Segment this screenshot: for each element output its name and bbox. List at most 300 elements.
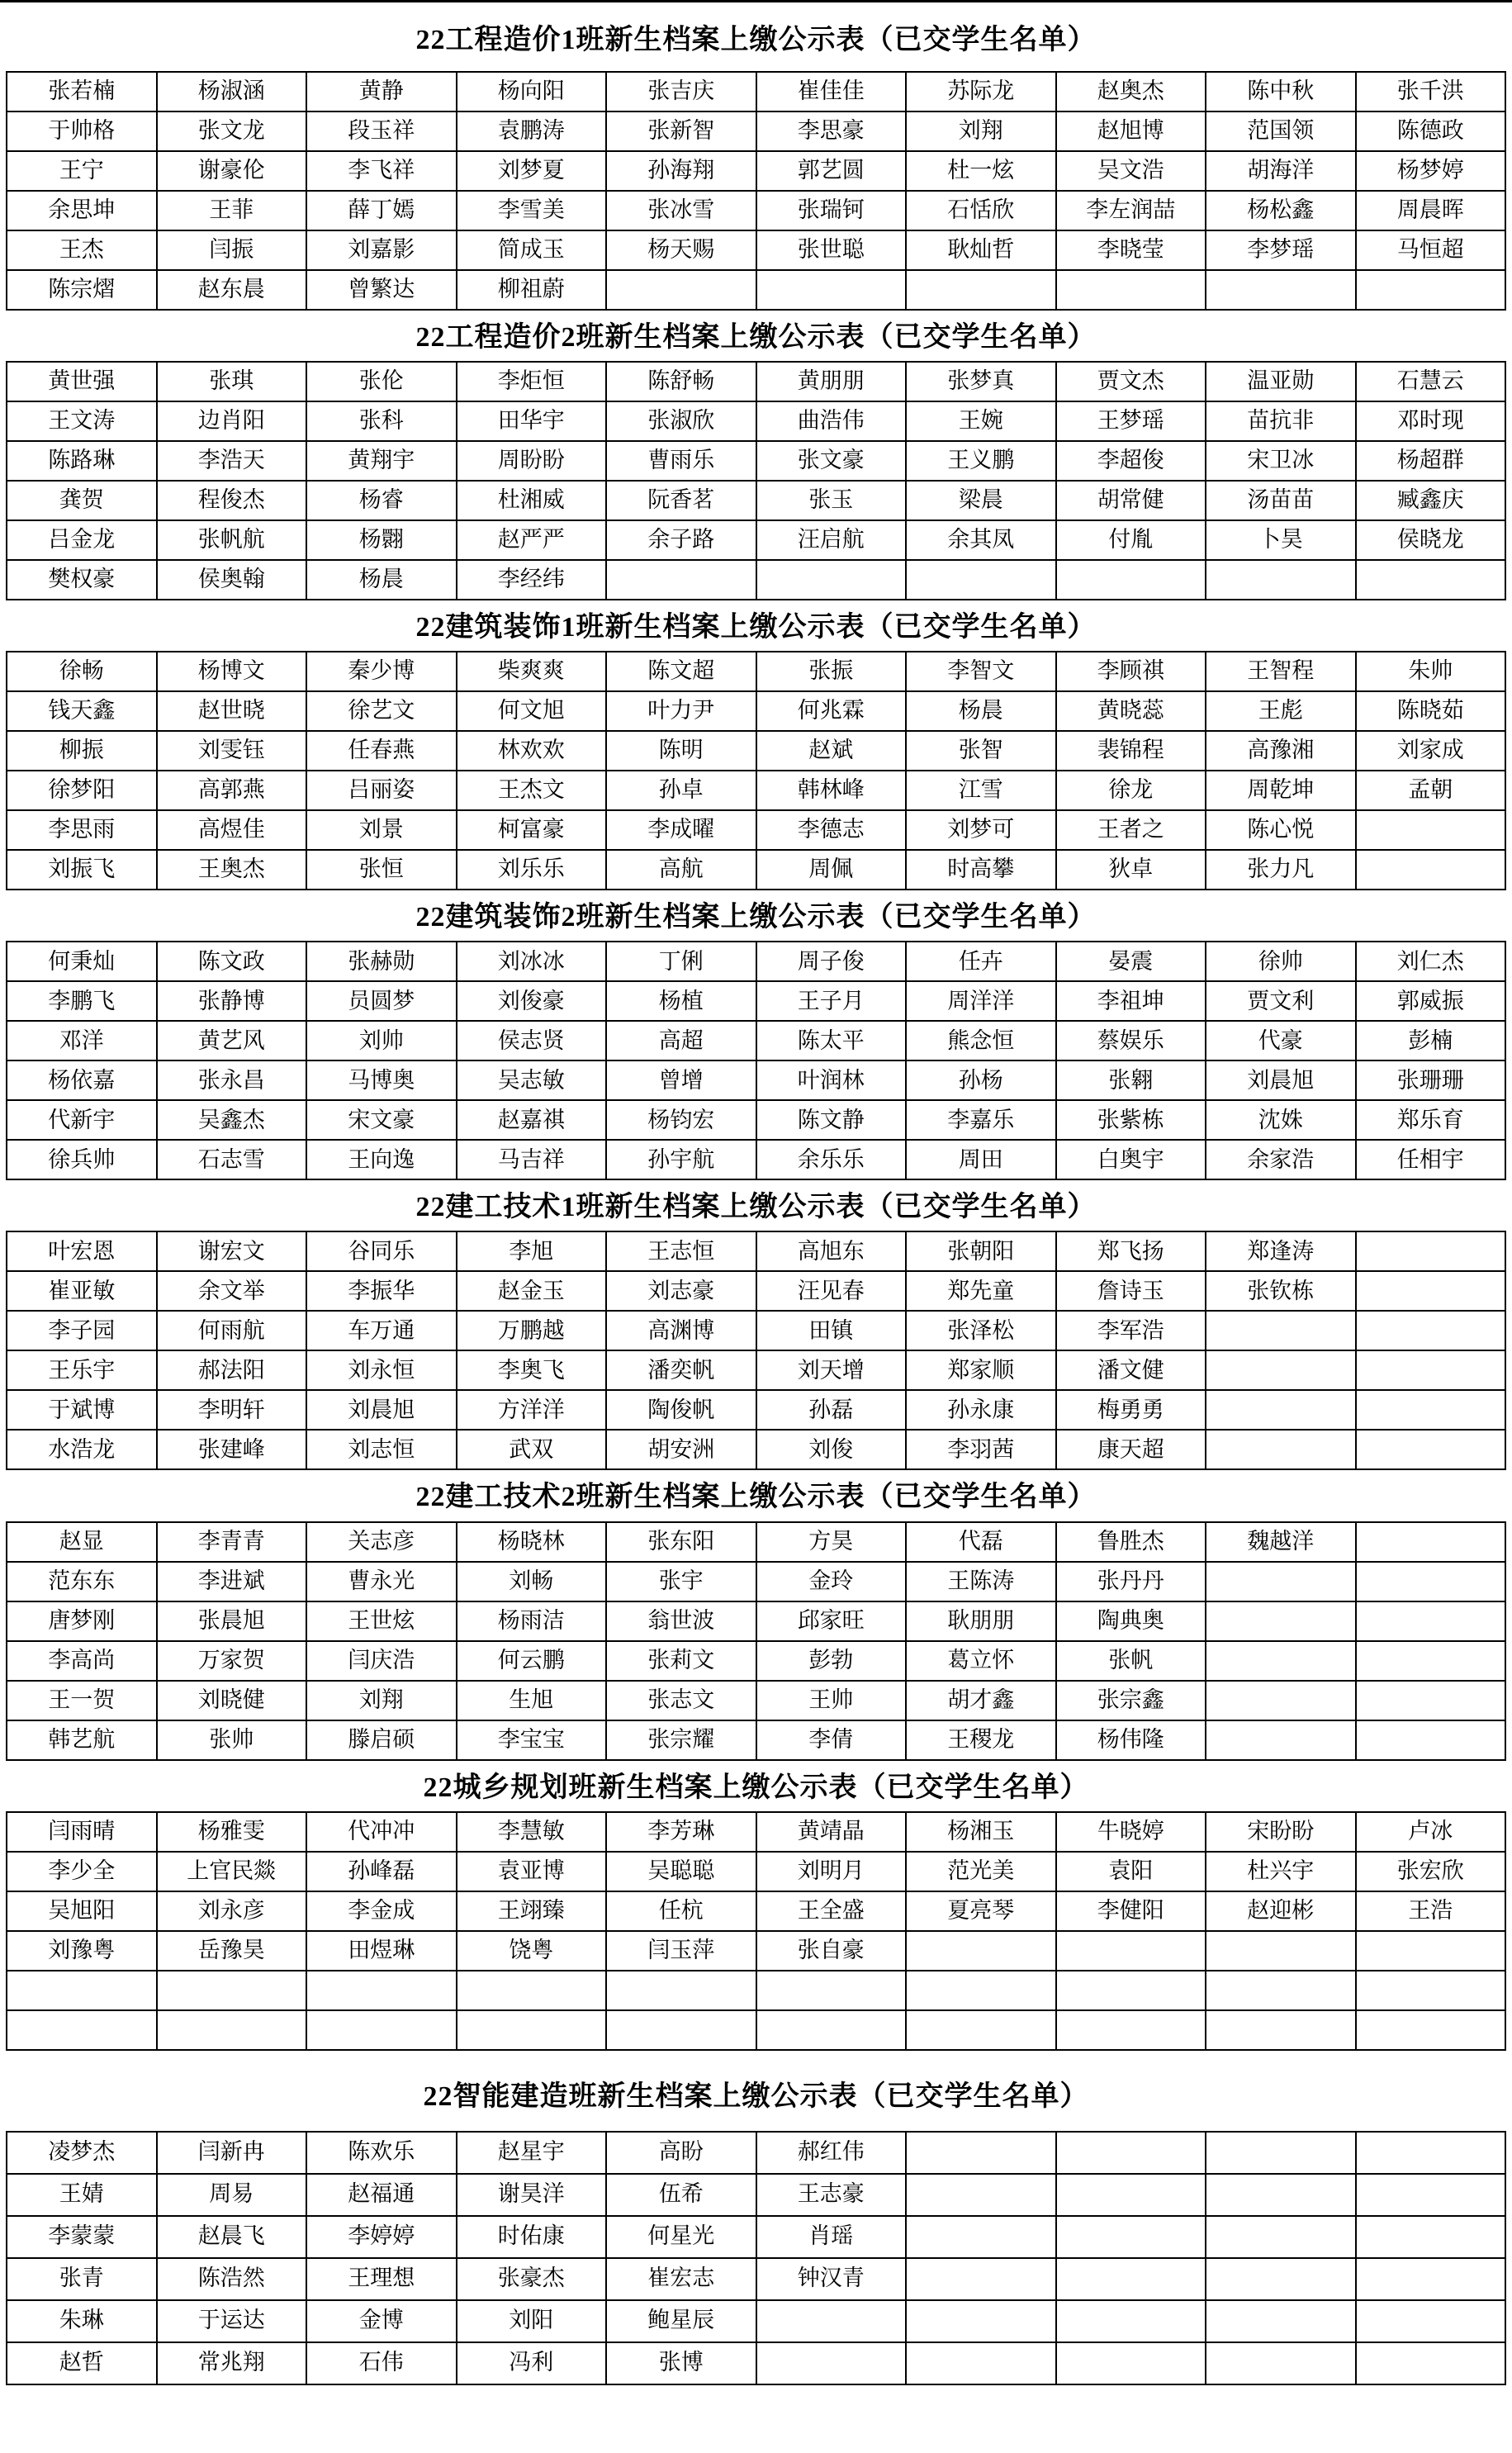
table-row xyxy=(7,2258,1505,2300)
table-row xyxy=(7,230,1505,270)
table-row xyxy=(7,1350,1505,1390)
empty-cell xyxy=(1206,2132,1356,2174)
student-name-cell: 周乾坤 xyxy=(1206,771,1356,810)
student-name-cell: 卜昊 xyxy=(1206,520,1356,560)
student-name-cell: 袁阳 xyxy=(1056,1852,1206,1891)
section-title: 22城乡规划班新生档案上缴公示表（已交学生名单） xyxy=(423,1772,1089,1803)
student-name-cell: 张青 xyxy=(7,2258,157,2300)
table-row xyxy=(7,1601,1505,1641)
empty-cell xyxy=(1056,2300,1206,2342)
student-name-cell: 唐梦刚 xyxy=(7,1601,157,1641)
empty-cell xyxy=(1356,1231,1506,1271)
student-name-cell: 黄朋朋 xyxy=(756,362,907,401)
student-name-cell: 薛丁嫣 xyxy=(306,191,457,230)
student-name-cell: 张冰雪 xyxy=(606,191,756,230)
student-name-cell: 赵迎彬 xyxy=(1206,1891,1356,1931)
empty-cell xyxy=(1356,1601,1506,1641)
roster-table xyxy=(6,361,1506,600)
empty-cell xyxy=(7,1971,157,2010)
student-name-cell: 李倩 xyxy=(756,1720,907,1760)
student-name-cell: 陈明 xyxy=(606,731,756,771)
empty-cell xyxy=(1206,1971,1356,2010)
student-name-cell: 赵严严 xyxy=(457,520,607,560)
empty-cell xyxy=(1356,2216,1506,2258)
student-name-cell: 刘振飞 xyxy=(7,850,157,890)
student-name-cell: 张宇 xyxy=(606,1562,756,1601)
class-section-6 xyxy=(6,1470,1506,1760)
empty-cell xyxy=(1356,2300,1506,2342)
empty-cell xyxy=(1056,2132,1206,2174)
student-name-cell: 王理想 xyxy=(306,2258,457,2300)
student-name-cell: 任卉 xyxy=(906,942,1056,981)
table-row xyxy=(7,652,1505,691)
empty-cell xyxy=(1056,2342,1206,2384)
student-name-cell: 何雨航 xyxy=(157,1311,307,1350)
student-name-cell: 张千洪 xyxy=(1356,72,1506,112)
empty-cell xyxy=(1056,1931,1206,1971)
student-name-cell: 高超 xyxy=(606,1021,756,1060)
table-row xyxy=(7,810,1505,850)
student-name-cell: 徐艺文 xyxy=(306,691,457,731)
empty-cell xyxy=(306,1971,457,2010)
student-name-cell: 张自豪 xyxy=(756,1931,907,1971)
student-name-cell: 康天超 xyxy=(1056,1430,1206,1469)
student-name-cell: 李智文 xyxy=(906,652,1056,691)
section-title: 22建工技术1班新生档案上缴公示表（已交学生名单） xyxy=(415,1192,1097,1223)
student-name-cell: 刘明月 xyxy=(756,1852,907,1891)
student-name-cell: 秦少博 xyxy=(306,652,457,691)
table-row xyxy=(7,1681,1505,1720)
student-name-cell: 石恬欣 xyxy=(906,191,1056,230)
table-row xyxy=(7,362,1505,401)
student-name-cell: 李青青 xyxy=(157,1522,307,1562)
section-title: 22智能建造班新生档案上缴公示表（已交学生名单） xyxy=(423,2081,1089,2112)
student-name-cell: 柴爽爽 xyxy=(457,652,607,691)
empty-cell xyxy=(7,2010,157,2050)
empty-cell xyxy=(1206,1931,1356,1971)
empty-cell xyxy=(906,560,1056,600)
student-name-cell: 江雪 xyxy=(906,771,1056,810)
student-name-cell: 田华宇 xyxy=(457,401,607,441)
student-name-cell: 潘文健 xyxy=(1056,1350,1206,1390)
student-name-cell: 熊念恒 xyxy=(906,1021,1056,1060)
empty-cell xyxy=(606,560,756,600)
student-name-cell: 刘梦夏 xyxy=(457,151,607,191)
student-name-cell: 钟汉青 xyxy=(756,2258,907,2300)
student-name-cell: 郑家顺 xyxy=(906,1350,1056,1390)
student-name-cell: 李鹏飞 xyxy=(7,981,157,1021)
empty-cell xyxy=(1356,1641,1506,1681)
student-name-cell: 常兆翔 xyxy=(157,2342,307,2384)
student-name-cell: 张恒 xyxy=(306,850,457,890)
empty-cell xyxy=(1206,1641,1356,1681)
empty-cell xyxy=(1206,1601,1356,1641)
student-name-cell: 袁鹏涛 xyxy=(457,112,607,151)
student-name-cell: 谢宏文 xyxy=(157,1231,307,1271)
student-name-cell: 黄靖晶 xyxy=(756,1812,907,1852)
empty-cell xyxy=(1356,560,1506,600)
class-section-1 xyxy=(6,2,1506,311)
student-name-cell: 张宗耀 xyxy=(606,1720,756,1760)
student-name-cell: 张新智 xyxy=(606,112,756,151)
student-name-cell: 方洋洋 xyxy=(457,1390,607,1430)
student-name-cell: 李少全 xyxy=(7,1852,157,1891)
student-name-cell: 陈心悦 xyxy=(1206,810,1356,850)
table-row xyxy=(7,1231,1505,1271)
class-section-8 xyxy=(6,2051,1506,2385)
student-name-cell: 张朝阳 xyxy=(906,1231,1056,1271)
student-name-cell: 王奥杰 xyxy=(157,850,307,890)
student-name-cell: 员圆梦 xyxy=(306,981,457,1021)
empty-cell xyxy=(1206,1430,1356,1469)
empty-cell xyxy=(1356,270,1506,310)
student-name-cell: 刘雯钰 xyxy=(157,731,307,771)
student-name-cell: 张晨旭 xyxy=(157,1601,307,1641)
table-row xyxy=(7,691,1505,731)
student-name-cell: 李德志 xyxy=(756,810,907,850)
student-name-cell: 李宝宝 xyxy=(457,1720,607,1760)
student-name-cell: 何星光 xyxy=(606,2216,756,2258)
student-name-cell: 张赫勋 xyxy=(306,942,457,981)
student-name-cell: 崔佳佳 xyxy=(756,72,907,112)
student-name-cell: 李慧敏 xyxy=(457,1812,607,1852)
table-row xyxy=(7,1720,1505,1760)
table-row xyxy=(7,2174,1505,2216)
student-name-cell: 冯利 xyxy=(457,2342,607,2384)
student-name-cell: 耿灿哲 xyxy=(906,230,1056,270)
student-name-cell: 金玲 xyxy=(756,1562,907,1601)
student-name-cell: 王稷龙 xyxy=(906,1720,1056,1760)
student-name-cell: 叶润林 xyxy=(756,1060,907,1100)
student-name-cell: 刘仁杰 xyxy=(1356,942,1506,981)
table-row xyxy=(7,560,1505,600)
student-name-cell: 李旭 xyxy=(457,1231,607,1271)
student-name-cell: 葛立怀 xyxy=(906,1641,1056,1681)
table-row xyxy=(7,1140,1505,1179)
section-title: 22工程造价2班新生档案上缴公示表（已交学生名单） xyxy=(415,322,1097,353)
empty-cell xyxy=(1356,2132,1506,2174)
student-name-cell: 梅勇勇 xyxy=(1056,1390,1206,1430)
student-name-cell: 卢冰 xyxy=(1356,1812,1506,1852)
student-name-cell: 郑飞扬 xyxy=(1056,1231,1206,1271)
table-row xyxy=(7,1311,1505,1350)
class-section-4 xyxy=(6,890,1506,1180)
student-name-cell: 孙永康 xyxy=(906,1390,1056,1430)
student-name-cell: 刘志恒 xyxy=(306,1430,457,1469)
student-name-cell: 郑乐育 xyxy=(1356,1100,1506,1140)
student-name-cell: 边肖阳 xyxy=(157,401,307,441)
empty-cell xyxy=(1206,270,1356,310)
student-name-cell: 王智程 xyxy=(1206,652,1356,691)
empty-cell xyxy=(1206,2010,1356,2050)
table-row xyxy=(7,2132,1505,2174)
student-name-cell: 陈文政 xyxy=(157,942,307,981)
student-name-cell: 代新宇 xyxy=(7,1100,157,1140)
student-name-cell: 柯富豪 xyxy=(457,810,607,850)
student-name-cell: 肖瑶 xyxy=(756,2216,907,2258)
student-name-cell: 张永昌 xyxy=(157,1060,307,1100)
student-name-cell: 孟朝 xyxy=(1356,771,1506,810)
student-name-cell: 贾文利 xyxy=(1206,981,1356,1021)
roster-document xyxy=(0,2,1512,2385)
student-name-cell: 牛晓婷 xyxy=(1056,1812,1206,1852)
student-name-cell: 李浩天 xyxy=(157,441,307,481)
student-name-cell: 何兆霖 xyxy=(756,691,907,731)
student-name-cell: 刘俊豪 xyxy=(457,981,607,1021)
roster-table xyxy=(6,71,1506,311)
student-name-cell: 郭艺圆 xyxy=(756,151,907,191)
table-row xyxy=(7,731,1505,771)
student-name-cell: 刘晨旭 xyxy=(306,1390,457,1430)
empty-cell xyxy=(1206,1311,1356,1350)
student-name-cell: 谢豪伦 xyxy=(157,151,307,191)
student-name-cell: 晏震 xyxy=(1056,942,1206,981)
empty-cell xyxy=(157,2010,307,2050)
student-name-cell: 侯志贤 xyxy=(457,1021,607,1060)
empty-cell xyxy=(1056,2174,1206,2216)
student-name-cell: 武双 xyxy=(457,1430,607,1469)
student-name-cell: 余文举 xyxy=(157,1271,307,1311)
student-name-cell: 蔡娱乐 xyxy=(1056,1021,1206,1060)
table-row xyxy=(7,401,1505,441)
empty-cell xyxy=(1356,1271,1506,1311)
student-name-cell: 张建峰 xyxy=(157,1430,307,1469)
student-name-cell: 曾增 xyxy=(606,1060,756,1100)
empty-cell xyxy=(1356,1522,1506,1562)
student-name-cell: 王婧 xyxy=(7,2174,157,2216)
empty-cell xyxy=(906,1931,1056,1971)
student-name-cell: 郑先童 xyxy=(906,1271,1056,1311)
student-name-cell: 孙峰磊 xyxy=(306,1852,457,1891)
empty-cell xyxy=(756,270,907,310)
student-name-cell: 韩林峰 xyxy=(756,771,907,810)
student-name-cell: 水浩龙 xyxy=(7,1430,157,1469)
student-name-cell: 丁俐 xyxy=(606,942,756,981)
student-name-cell: 张文龙 xyxy=(157,112,307,151)
student-name-cell: 刘嘉影 xyxy=(306,230,457,270)
student-name-cell: 孙磊 xyxy=(756,1390,907,1430)
empty-cell xyxy=(457,1971,607,2010)
student-name-cell: 汪见春 xyxy=(756,1271,907,1311)
student-name-cell: 上官民燚 xyxy=(157,1852,307,1891)
student-name-cell: 赵显 xyxy=(7,1522,157,1562)
student-name-cell: 张豪杰 xyxy=(457,2258,607,2300)
student-name-cell: 余家浩 xyxy=(1206,1140,1356,1179)
empty-cell xyxy=(1356,1931,1506,1971)
student-name-cell: 何文旭 xyxy=(457,691,607,731)
student-name-cell: 吴志敏 xyxy=(457,1060,607,1100)
student-name-cell: 张力凡 xyxy=(1206,850,1356,890)
table-row xyxy=(7,2216,1505,2258)
student-name-cell: 陈太平 xyxy=(756,1021,907,1060)
table-row xyxy=(7,191,1505,230)
student-name-cell: 陈德政 xyxy=(1356,112,1506,151)
student-name-cell: 赵哲 xyxy=(7,2342,157,2384)
student-name-cell: 刘阳 xyxy=(457,2300,607,2342)
student-name-cell: 徐龙 xyxy=(1056,771,1206,810)
student-name-cell: 杨博文 xyxy=(157,652,307,691)
empty-cell xyxy=(1206,560,1356,600)
student-name-cell: 李进斌 xyxy=(157,1562,307,1601)
student-name-cell: 郝法阳 xyxy=(157,1350,307,1390)
student-name-cell: 李经纬 xyxy=(457,560,607,600)
student-name-cell: 滕启硕 xyxy=(306,1720,457,1760)
student-name-cell: 赵晨飞 xyxy=(157,2216,307,2258)
student-name-cell: 叶力尹 xyxy=(606,691,756,731)
student-name-cell: 曹永光 xyxy=(306,1562,457,1601)
student-name-cell: 陈晓茹 xyxy=(1356,691,1506,731)
student-name-cell: 张宗鑫 xyxy=(1056,1681,1206,1720)
empty-cell xyxy=(906,1971,1056,2010)
student-name-cell: 王翊臻 xyxy=(457,1891,607,1931)
student-name-cell: 崔亚敏 xyxy=(7,1271,157,1311)
table-row xyxy=(7,481,1505,520)
empty-cell xyxy=(1206,1390,1356,1430)
student-name-cell: 杨晓林 xyxy=(457,1522,607,1562)
student-name-cell: 胡安洲 xyxy=(606,1430,756,1469)
student-name-cell: 陶俊帆 xyxy=(606,1390,756,1430)
empty-cell xyxy=(906,2132,1056,2174)
student-name-cell: 鲍星辰 xyxy=(606,2300,756,2342)
empty-cell xyxy=(906,270,1056,310)
student-name-cell: 李炬恒 xyxy=(457,362,607,401)
empty-cell xyxy=(1356,2258,1506,2300)
table-row xyxy=(7,1271,1505,1311)
table-row xyxy=(7,1390,1505,1430)
student-name-cell: 李明轩 xyxy=(157,1390,307,1430)
student-name-cell: 刘乐乐 xyxy=(457,850,607,890)
student-name-cell: 柳祖蔚 xyxy=(457,270,607,310)
student-name-cell: 于斌博 xyxy=(7,1390,157,1430)
student-name-cell: 鲁胜杰 xyxy=(1056,1522,1206,1562)
student-name-cell: 刘帅 xyxy=(306,1021,457,1060)
student-name-cell: 付胤 xyxy=(1056,520,1206,560)
student-name-cell: 龚贺 xyxy=(7,481,157,520)
student-name-cell: 任春燕 xyxy=(306,731,457,771)
student-name-cell: 张吉庆 xyxy=(606,72,756,112)
student-name-cell: 李左润喆 xyxy=(1056,191,1206,230)
empty-cell xyxy=(756,1971,907,2010)
student-name-cell: 崔宏志 xyxy=(606,2258,756,2300)
empty-cell xyxy=(1356,1971,1506,2010)
student-name-cell: 沈姝 xyxy=(1206,1100,1356,1140)
student-name-cell: 陈欢乐 xyxy=(306,2132,457,2174)
table-row xyxy=(7,270,1505,310)
student-name-cell: 金博 xyxy=(306,2300,457,2342)
student-name-cell: 夏亮琴 xyxy=(906,1891,1056,1931)
table-row xyxy=(7,1852,1505,1891)
student-name-cell: 李雪美 xyxy=(457,191,607,230)
student-name-cell: 王婉 xyxy=(906,401,1056,441)
student-name-cell: 闫玉萍 xyxy=(606,1931,756,1971)
student-name-cell: 赵星宇 xyxy=(457,2132,607,2174)
student-name-cell: 高旭东 xyxy=(756,1231,907,1271)
table-row xyxy=(7,1812,1505,1852)
student-name-cell: 张宏欣 xyxy=(1356,1852,1506,1891)
student-name-cell: 刘景 xyxy=(306,810,457,850)
student-name-cell: 张静博 xyxy=(157,981,307,1021)
empty-cell xyxy=(606,2010,756,2050)
student-name-cell: 周子俊 xyxy=(756,942,907,981)
student-name-cell: 杜兴宇 xyxy=(1206,1852,1356,1891)
student-name-cell: 李羽茜 xyxy=(906,1430,1056,1469)
student-name-cell: 生旭 xyxy=(457,1681,607,1720)
student-name-cell: 段玉祥 xyxy=(306,112,457,151)
table-row xyxy=(7,2300,1505,2342)
student-name-cell: 贾文杰 xyxy=(1056,362,1206,401)
student-name-cell: 张瑞钶 xyxy=(756,191,907,230)
student-name-cell: 刘永恒 xyxy=(306,1350,457,1390)
student-name-cell: 杨睿 xyxy=(306,481,457,520)
empty-cell xyxy=(1356,1720,1506,1760)
student-name-cell: 方昊 xyxy=(756,1522,907,1562)
student-name-cell: 潘奕帆 xyxy=(606,1350,756,1390)
student-name-cell: 王帅 xyxy=(756,1681,907,1720)
student-name-cell: 李婷婷 xyxy=(306,2216,457,2258)
student-name-cell: 杨梦婷 xyxy=(1356,151,1506,191)
student-name-cell: 魏越洋 xyxy=(1206,1522,1356,1562)
empty-cell xyxy=(157,1971,307,2010)
student-name-cell: 杨植 xyxy=(606,981,756,1021)
student-name-cell: 李飞祥 xyxy=(306,151,457,191)
student-name-cell: 李嘉乐 xyxy=(906,1100,1056,1140)
table-row xyxy=(7,981,1505,1021)
student-name-cell: 黄晓蕊 xyxy=(1056,691,1206,731)
student-name-cell: 时高攀 xyxy=(906,850,1056,890)
student-name-cell: 孙海翔 xyxy=(606,151,756,191)
student-name-cell: 陈宗熠 xyxy=(7,270,157,310)
empty-cell xyxy=(1206,2174,1356,2216)
student-name-cell: 高豫湘 xyxy=(1206,731,1356,771)
student-name-cell: 张玉 xyxy=(756,481,907,520)
student-name-cell: 时佑康 xyxy=(457,2216,607,2258)
student-name-cell: 詹诗玉 xyxy=(1056,1271,1206,1311)
student-name-cell: 张科 xyxy=(306,401,457,441)
roster-table xyxy=(6,1231,1506,1470)
student-name-cell: 代豪 xyxy=(1206,1021,1356,1060)
student-name-cell: 陈路琳 xyxy=(7,441,157,481)
student-name-cell: 杨天赐 xyxy=(606,230,756,270)
student-name-cell: 王志豪 xyxy=(756,2174,907,2216)
student-name-cell: 曾繁达 xyxy=(306,270,457,310)
student-name-cell: 马吉祥 xyxy=(457,1140,607,1179)
empty-cell xyxy=(1206,2216,1356,2258)
student-name-cell: 田煜琳 xyxy=(306,1931,457,1971)
student-name-cell: 周田 xyxy=(906,1140,1056,1179)
student-name-cell: 谢昊洋 xyxy=(457,2174,607,2216)
student-name-cell: 杨超群 xyxy=(1356,441,1506,481)
student-name-cell: 王浩 xyxy=(1356,1891,1506,1931)
empty-cell xyxy=(1356,2010,1506,2050)
student-name-cell: 杨晨 xyxy=(906,691,1056,731)
student-name-cell: 杜湘威 xyxy=(457,481,607,520)
student-name-cell: 李金成 xyxy=(306,1891,457,1931)
student-name-cell: 张淑欣 xyxy=(606,401,756,441)
student-name-cell: 张泽松 xyxy=(906,1311,1056,1350)
student-name-cell: 张博 xyxy=(606,2342,756,2384)
student-name-cell: 张智 xyxy=(906,731,1056,771)
student-name-cell: 杨伟隆 xyxy=(1056,1720,1206,1760)
empty-cell xyxy=(906,2010,1056,2050)
student-name-cell: 郭威振 xyxy=(1356,981,1506,1021)
student-name-cell: 王文涛 xyxy=(7,401,157,441)
student-name-cell: 苏际龙 xyxy=(906,72,1056,112)
student-name-cell: 张文豪 xyxy=(756,441,907,481)
student-name-cell: 刘晓健 xyxy=(157,1681,307,1720)
student-name-cell: 侯奥翰 xyxy=(157,560,307,600)
class-section-2 xyxy=(6,311,1506,600)
empty-cell xyxy=(1206,2342,1356,2384)
